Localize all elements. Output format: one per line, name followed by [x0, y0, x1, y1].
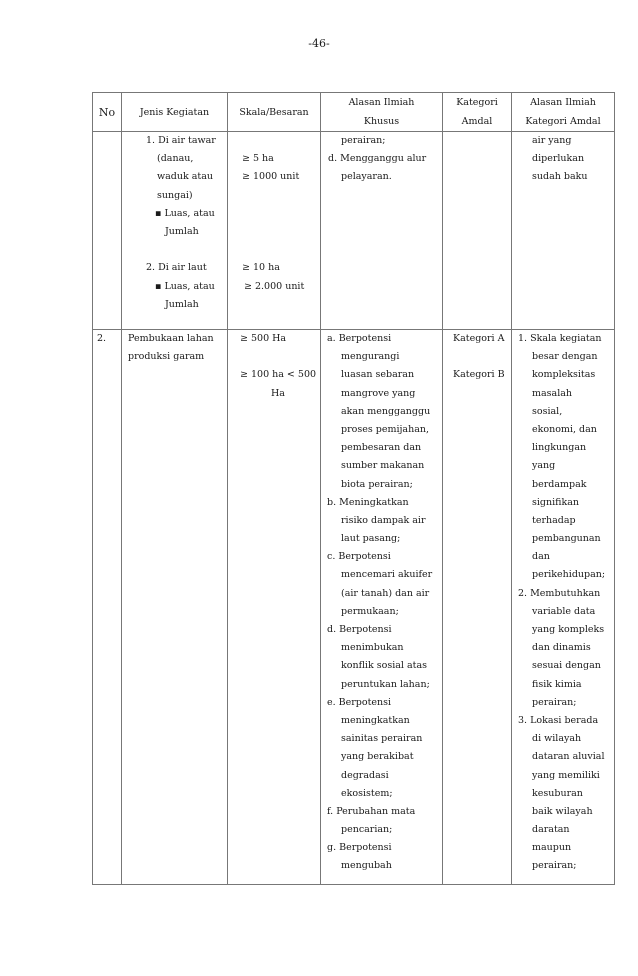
row1-no-cell	[93, 132, 122, 330]
cell-line: variable data	[532, 605, 596, 617]
cell-line: ≥ 2.000 unit	[244, 280, 305, 292]
cell-line: 2. Di air laut	[146, 262, 207, 274]
cell-line: signifikan	[532, 496, 580, 508]
cell-line: yang kompleks	[532, 624, 605, 635]
cell-line: ≥ 500 Ha	[240, 333, 287, 344]
cell-line	[228, 205, 320, 223]
cell-line: waduk atau	[157, 171, 214, 183]
cell-line	[228, 223, 320, 241]
cell-line: (air tanah) dan air	[341, 587, 430, 599]
header-jenis-kegiatan: Jenis Kegiatan	[122, 93, 228, 132]
cell-line: yang berakibat	[341, 751, 414, 763]
cell-line: kompleksitas	[532, 369, 596, 381]
cell-line: pelayaran.	[341, 171, 392, 183]
cell-line: dan dinamis	[532, 642, 591, 654]
cell-line: produksi garam	[128, 351, 205, 363]
cell-line: maupun	[532, 842, 572, 854]
cell-line: baik wilayah	[532, 805, 593, 817]
cell-line: b. Meningkatkan	[327, 496, 409, 508]
cell-line: daratan	[532, 824, 570, 836]
header-alasan-kategori-line1: Alasan Ilmiah	[530, 97, 596, 108]
cell-line: yang memiliki	[532, 769, 600, 781]
cell-line: luasan sebaran	[341, 369, 415, 381]
cell-line: ≥ 10 ha	[242, 262, 280, 274]
cell-line: ekonomi, dan	[532, 423, 597, 435]
cell-line	[228, 132, 320, 150]
cell-line	[228, 187, 320, 205]
cell-line: proses pemijahan,	[341, 423, 430, 435]
cell-line: Kategori B	[453, 369, 505, 381]
cell-line: masalah	[532, 387, 573, 399]
cell-line: ≥ 5 ha	[242, 153, 274, 165]
cell-line	[443, 348, 511, 366]
cell-line: risiko dampak air	[341, 514, 426, 526]
cell-line: perairan;	[532, 696, 577, 708]
cell-line: lingkungan	[532, 442, 587, 454]
header-kategori-amdal	[443, 93, 512, 132]
cell-line: sesuai dengan	[532, 660, 601, 672]
row2-jenis-cell	[122, 330, 228, 885]
cell-line: mengurangi	[341, 351, 400, 363]
cell-line: mangrove yang	[341, 387, 416, 399]
row2-no-cell	[93, 330, 122, 885]
cell-line: biota perairan;	[341, 478, 413, 490]
header-row	[93, 93, 615, 132]
cell-line: fisik kimia	[532, 678, 582, 690]
row1-alasan-kategori-cell	[512, 132, 615, 330]
row2-kategori-cell	[443, 330, 512, 885]
cell-line: berdampak	[532, 478, 587, 490]
cell-line: 1. Skala kegiatan	[518, 333, 602, 344]
cell-line: sosial,	[532, 405, 563, 417]
cell-line: mencemari akuifer	[341, 569, 433, 581]
amdal-table	[92, 92, 615, 885]
cell-line: Kategori A	[453, 333, 505, 344]
cell-line: terhadap	[532, 514, 576, 526]
cell-line: a. Berpotensi	[327, 333, 392, 344]
cell-line: pembesaran dan	[341, 442, 422, 454]
cell-line: ▪ Luas, atau	[155, 280, 215, 292]
cell-line: pencarian;	[341, 824, 393, 836]
cell-line: sainitas perairan	[341, 733, 423, 745]
page-number: -46-	[308, 37, 330, 50]
row2-alasan-kategori-cell	[512, 330, 615, 885]
cell-line: akan mengganggu	[341, 405, 431, 417]
row1-kategori-cell	[443, 132, 512, 330]
cell-line: Pembukaan lahan	[128, 333, 214, 344]
cell-line: Jumlah	[165, 298, 199, 310]
cell-line: mengubah	[341, 860, 392, 872]
table-row	[93, 132, 615, 330]
cell-line: e. Berpotensi	[327, 696, 392, 708]
cell-line: Jumlah	[165, 225, 199, 237]
cell-line: 1. Di air tawar	[146, 135, 216, 146]
header-alasan-khusus-line2: Khusus	[363, 116, 400, 127]
cell-line: di wilayah	[532, 733, 582, 745]
cell-line: d. Mengganggu alur	[328, 153, 427, 165]
cell-line: 2. Membutuhkan	[518, 587, 601, 599]
cell-line: sungai)	[157, 189, 193, 201]
row2-no: 2.	[97, 333, 107, 344]
cell-line: peruntukan lahan;	[341, 678, 430, 690]
cell-line: diperlukan	[532, 153, 585, 165]
cell-line: air yang	[532, 135, 572, 146]
cell-line: g. Berpotensi	[327, 842, 392, 854]
header-no: No	[93, 93, 122, 132]
cell-line: sumber makanan	[341, 460, 425, 472]
header-alasan-kategori	[512, 93, 615, 132]
cell-line: dataran aluvial	[532, 751, 605, 763]
row2-skala-cell	[228, 330, 321, 885]
cell-line	[228, 348, 320, 366]
cell-line: perairan;	[532, 860, 577, 872]
header-kategori-line2: Amdal	[461, 116, 493, 127]
cell-line: 3. Lokasi berada	[518, 714, 599, 726]
header-alasan-kategori-line2: Kategori Amdal	[525, 116, 601, 127]
cell-line: yang	[532, 460, 556, 472]
cell-line: perairan;	[341, 135, 386, 146]
cell-line: ≥ 100 ha < 500	[240, 369, 317, 381]
cell-line: degradasi	[341, 769, 389, 781]
cell-line	[122, 241, 227, 259]
cell-line: ekosistem;	[341, 787, 393, 799]
header-skala-besaran: Skala/Besaran	[228, 93, 321, 132]
cell-line: permukaan;	[341, 605, 399, 617]
cell-line: perikehidupan;	[532, 569, 606, 581]
cell-line: konflik sosial atas	[341, 660, 427, 672]
cell-line: kesuburan	[532, 787, 583, 799]
cell-line: ▪ Luas, atau	[155, 207, 215, 219]
row2-alasan-khusus-cell	[321, 330, 443, 885]
header-alasan-khusus	[321, 93, 443, 132]
cell-line: besar dengan	[532, 351, 598, 363]
cell-line: pembangunan	[532, 533, 601, 545]
row1-skala-cell	[228, 132, 321, 330]
cell-line	[228, 241, 320, 259]
row1-jenis-cell	[122, 132, 228, 330]
header-alasan-khusus-line1: Alasan Ilmiah	[348, 97, 415, 108]
cell-line: (danau,	[157, 153, 194, 165]
cell-line: ≥ 1000 unit	[242, 171, 300, 183]
table-row	[93, 330, 615, 885]
cell-line: dan	[532, 551, 550, 563]
cell-line: menimbukan	[341, 642, 404, 654]
cell-line: Ha	[271, 387, 285, 399]
cell-line: meningkatkan	[341, 714, 410, 726]
header-kategori-line1: Kategori	[456, 97, 498, 108]
row1-alasan-khusus-cell	[321, 132, 443, 330]
cell-line: laut pasang;	[341, 533, 401, 545]
cell-line: d. Berpotensi	[327, 624, 392, 635]
cell-line: sudah baku	[532, 171, 588, 183]
cell-line: c. Berpotensi	[327, 551, 391, 563]
cell-line: f. Perubahan mata	[327, 805, 416, 817]
